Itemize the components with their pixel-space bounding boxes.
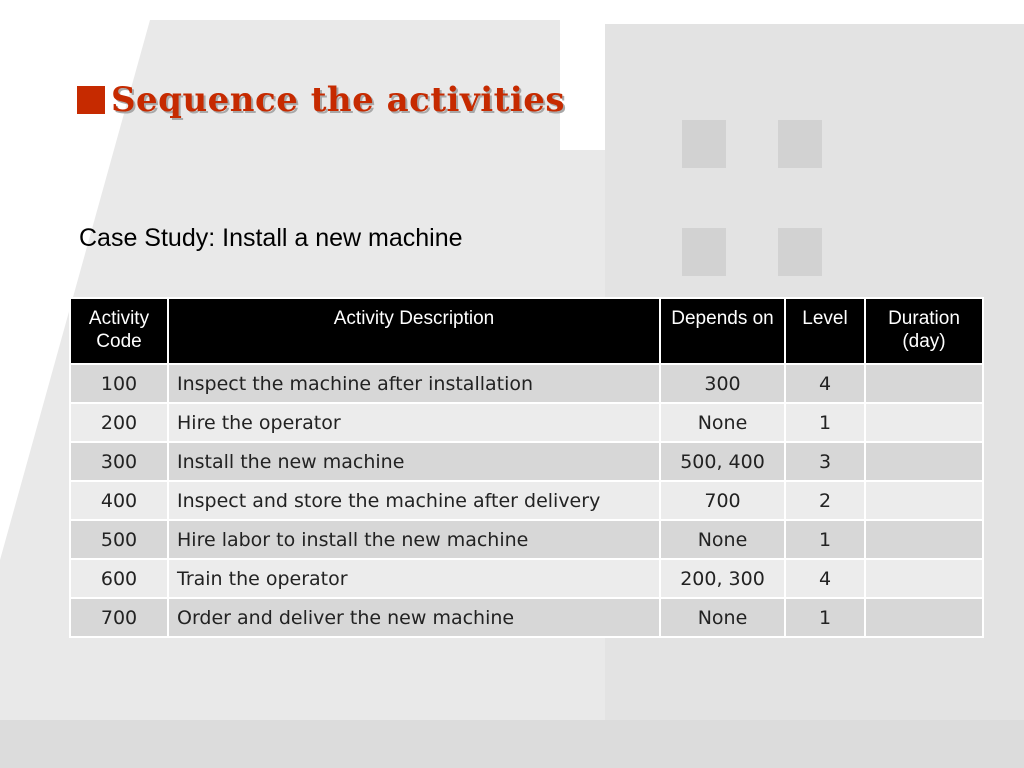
header-depends-on: Depends on xyxy=(660,298,785,364)
activity-table xyxy=(69,297,984,638)
cell-depends: None xyxy=(660,520,785,559)
square-bullet-icon xyxy=(77,86,105,114)
header-level: Level xyxy=(785,298,865,364)
cell-code: 200 xyxy=(70,403,168,442)
bg-window-4 xyxy=(778,228,822,276)
header-activity-code: Activity Code xyxy=(70,298,168,364)
table-row xyxy=(70,559,983,598)
cell-duration xyxy=(865,481,983,520)
cell-code: 400 xyxy=(70,481,168,520)
cell-code: 500 xyxy=(70,520,168,559)
cell-depends: None xyxy=(660,403,785,442)
case-study-subtitle: Case Study: Install a new machine xyxy=(79,224,463,252)
cell-description: Install the new machine xyxy=(168,442,660,481)
cell-duration xyxy=(865,559,983,598)
cell-level: 1 xyxy=(785,403,865,442)
table-row xyxy=(70,598,983,637)
cell-duration xyxy=(865,403,983,442)
slide-title: Sequence the activities xyxy=(111,80,566,120)
cell-duration xyxy=(865,598,983,637)
table-row xyxy=(70,442,983,481)
cell-code: 300 xyxy=(70,442,168,481)
cell-depends: 700 xyxy=(660,481,785,520)
header-duration: Duration (day) xyxy=(865,298,983,364)
cell-description: Inspect the machine after installation xyxy=(168,364,660,403)
table-row xyxy=(70,364,983,403)
cell-level: 2 xyxy=(785,481,865,520)
cell-duration xyxy=(865,520,983,559)
cell-duration xyxy=(865,364,983,403)
cell-code: 100 xyxy=(70,364,168,403)
bg-window-3 xyxy=(682,228,726,276)
table-row xyxy=(70,481,983,520)
table-header-row xyxy=(70,298,983,364)
table-row xyxy=(70,520,983,559)
cell-level: 4 xyxy=(785,559,865,598)
cell-level: 3 xyxy=(785,442,865,481)
cell-level: 4 xyxy=(785,364,865,403)
table-row xyxy=(70,403,983,442)
cell-description: Order and deliver the new machine xyxy=(168,598,660,637)
bg-band xyxy=(0,720,1024,768)
cell-description: Train the operator xyxy=(168,559,660,598)
cell-level: 1 xyxy=(785,598,865,637)
slide-title-block xyxy=(77,80,565,120)
cell-code: 600 xyxy=(70,559,168,598)
cell-description: Hire the operator xyxy=(168,403,660,442)
bg-window-2 xyxy=(778,120,822,168)
cell-code: 700 xyxy=(70,598,168,637)
bg-window-1 xyxy=(682,120,726,168)
cell-level: 1 xyxy=(785,520,865,559)
cell-depends: 200, 300 xyxy=(660,559,785,598)
cell-description: Inspect and store the machine after delivery xyxy=(168,481,660,520)
cell-description: Hire labor to install the new machine xyxy=(168,520,660,559)
cell-depends: None xyxy=(660,598,785,637)
cell-depends: 500, 400 xyxy=(660,442,785,481)
cell-duration xyxy=(865,442,983,481)
cell-depends: 300 xyxy=(660,364,785,403)
header-activity-description: Activity Description xyxy=(168,298,660,364)
